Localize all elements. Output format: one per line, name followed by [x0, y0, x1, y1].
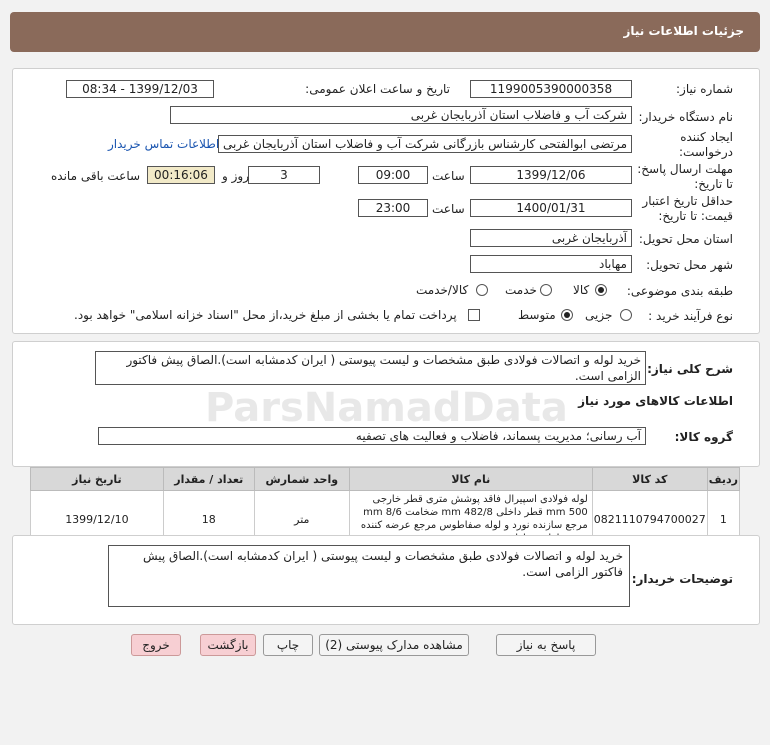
col-unit: واحد شمارش — [254, 468, 349, 491]
process-medium-radio[interactable] — [561, 309, 573, 321]
reply-time-label: ساعت — [432, 169, 465, 183]
remaining-time-field: 00:16:06 — [147, 166, 215, 184]
remaining-label: ساعت باقی مانده — [51, 169, 141, 183]
buyer-notes-label: توضیحات خریدار: — [631, 572, 733, 586]
validity-time-field: 23:00 — [358, 199, 428, 217]
category-goods-radio[interactable] — [595, 284, 607, 296]
reply-button[interactable]: پاسخ به نیاز — [496, 634, 596, 656]
need-number-field: 1199005390000358 — [470, 80, 632, 98]
cell-date: 1399/12/10 — [31, 491, 164, 548]
creator-field: مرتضی ابوالفتحی کارشناس بازرگانی شرکت آب و فاضلاب استان آذربایجان غربی — [218, 135, 632, 153]
category-goods-service-label: کالا/خدمت — [416, 283, 469, 297]
items-table-header — [31, 468, 740, 491]
attachments-button[interactable]: مشاهده مدارک پیوستی (2) — [319, 634, 469, 656]
process-minor-radio[interactable] — [620, 309, 632, 321]
buyer-org-label: نام دستگاه خریدار: — [638, 110, 733, 124]
process-minor-label: جزیی — [585, 308, 613, 322]
announce-field: 1399/12/03 - 08:34 — [66, 80, 214, 98]
province-label: استان محل تحویل: — [638, 232, 733, 246]
category-service-radio[interactable] — [540, 284, 552, 296]
cell-name: لوله فولادی اسپیرال فاقد پوشش متری قطر خارجی 500 mm قطر داخلی 482/8 mm ضخامت 8/6 mm مرجع سازنده نورد و لوله صفاطوس مرجع عرضه کننده — [349, 491, 592, 548]
reply-deadline-label: مهلت ارسال پاسخ: تا تاریخ: — [637, 162, 733, 191]
exit-button[interactable]: خروج — [131, 634, 181, 656]
creator-label: ایجاد کننده درخواست: — [679, 130, 733, 159]
process-label: نوع فرآیند خرید : — [648, 309, 733, 323]
col-qty: تعداد / مقدار — [163, 468, 254, 491]
buyer-notes-field: خرید لوله و اتصالات فولادی طبق مشخصات و لیست پیوستی ( ایران کدمشابه است).الصاق پیش فاکتور الزامی است. — [108, 545, 630, 607]
goods-section-title: اطلاعات کالاهای مورد نیاز — [578, 394, 733, 408]
contact-info-link[interactable]: اطلاعات تماس خریدار — [108, 137, 220, 151]
city-field: مهاباد — [470, 255, 632, 273]
need-number-label: شماره نیاز: — [676, 82, 733, 96]
province-field: آذربایجان غربی — [470, 229, 632, 247]
description-label: شرح کلی نیاز: — [647, 362, 733, 376]
reply-time-field: 09:00 — [358, 166, 428, 184]
category-service-label: خدمت — [505, 283, 537, 297]
goods-group-label: گروه کالا: — [674, 430, 733, 444]
col-code: کد کالا — [592, 468, 707, 491]
payment-note: پرداخت تمام یا بخشی از مبلغ خرید،از محل "اسناد خزانه اسلامی" خواهد بود. — [74, 308, 457, 322]
cell-code: 0821110794700027 — [592, 491, 707, 548]
description-field: خرید لوله و اتصالات فولادی طبق مشخصات و لیست پیوستی ( ایران کدمشابه است).الصاق پیش فاکتور الزامی است. — [95, 351, 646, 385]
reply-date-field: 1399/12/06 — [470, 166, 632, 184]
category-goods-service-radio[interactable] — [476, 284, 488, 296]
category-goods-label: کالا — [573, 283, 590, 297]
days-field: 3 — [248, 166, 320, 184]
days-label: روز و — [222, 169, 249, 183]
cell-row: 1 — [707, 491, 739, 548]
process-medium-label: متوسط — [518, 308, 556, 322]
watermark-text: ParsNamadData — [205, 385, 568, 431]
city-label: شهر محل تحویل: — [646, 258, 733, 272]
buyer-org-field: شرکت آب و فاضلاب استان آذربایجان غربی — [170, 106, 632, 124]
treasury-payment-checkbox[interactable] — [468, 309, 480, 321]
announce-label: تاریخ و ساعت اعلان عمومی: — [305, 82, 450, 96]
goods-group-field: آب رسانی؛ مدیریت پسماند، فاضلاب و فعالیت های تصفیه — [98, 427, 646, 445]
col-row: ردیف — [707, 468, 739, 491]
validity-time-label: ساعت — [432, 202, 465, 216]
print-button[interactable]: چاپ — [263, 634, 313, 656]
col-date: تاریخ نیاز — [31, 468, 164, 491]
validity-label: حداقل تاریخ اعتبار قیمت: تا تاریخ: — [642, 194, 733, 223]
validity-date-field: 1400/01/31 — [470, 199, 632, 217]
cell-unit: متر — [254, 491, 349, 548]
col-name: نام کالا — [349, 468, 592, 491]
category-label: طبقه بندی موضوعی: — [626, 284, 733, 298]
back-button[interactable]: بازگشت — [200, 634, 256, 656]
page-header — [10, 12, 760, 52]
page-title: جزئیات اطلاعات نیاز — [623, 24, 744, 38]
cell-qty: 18 — [163, 491, 254, 548]
